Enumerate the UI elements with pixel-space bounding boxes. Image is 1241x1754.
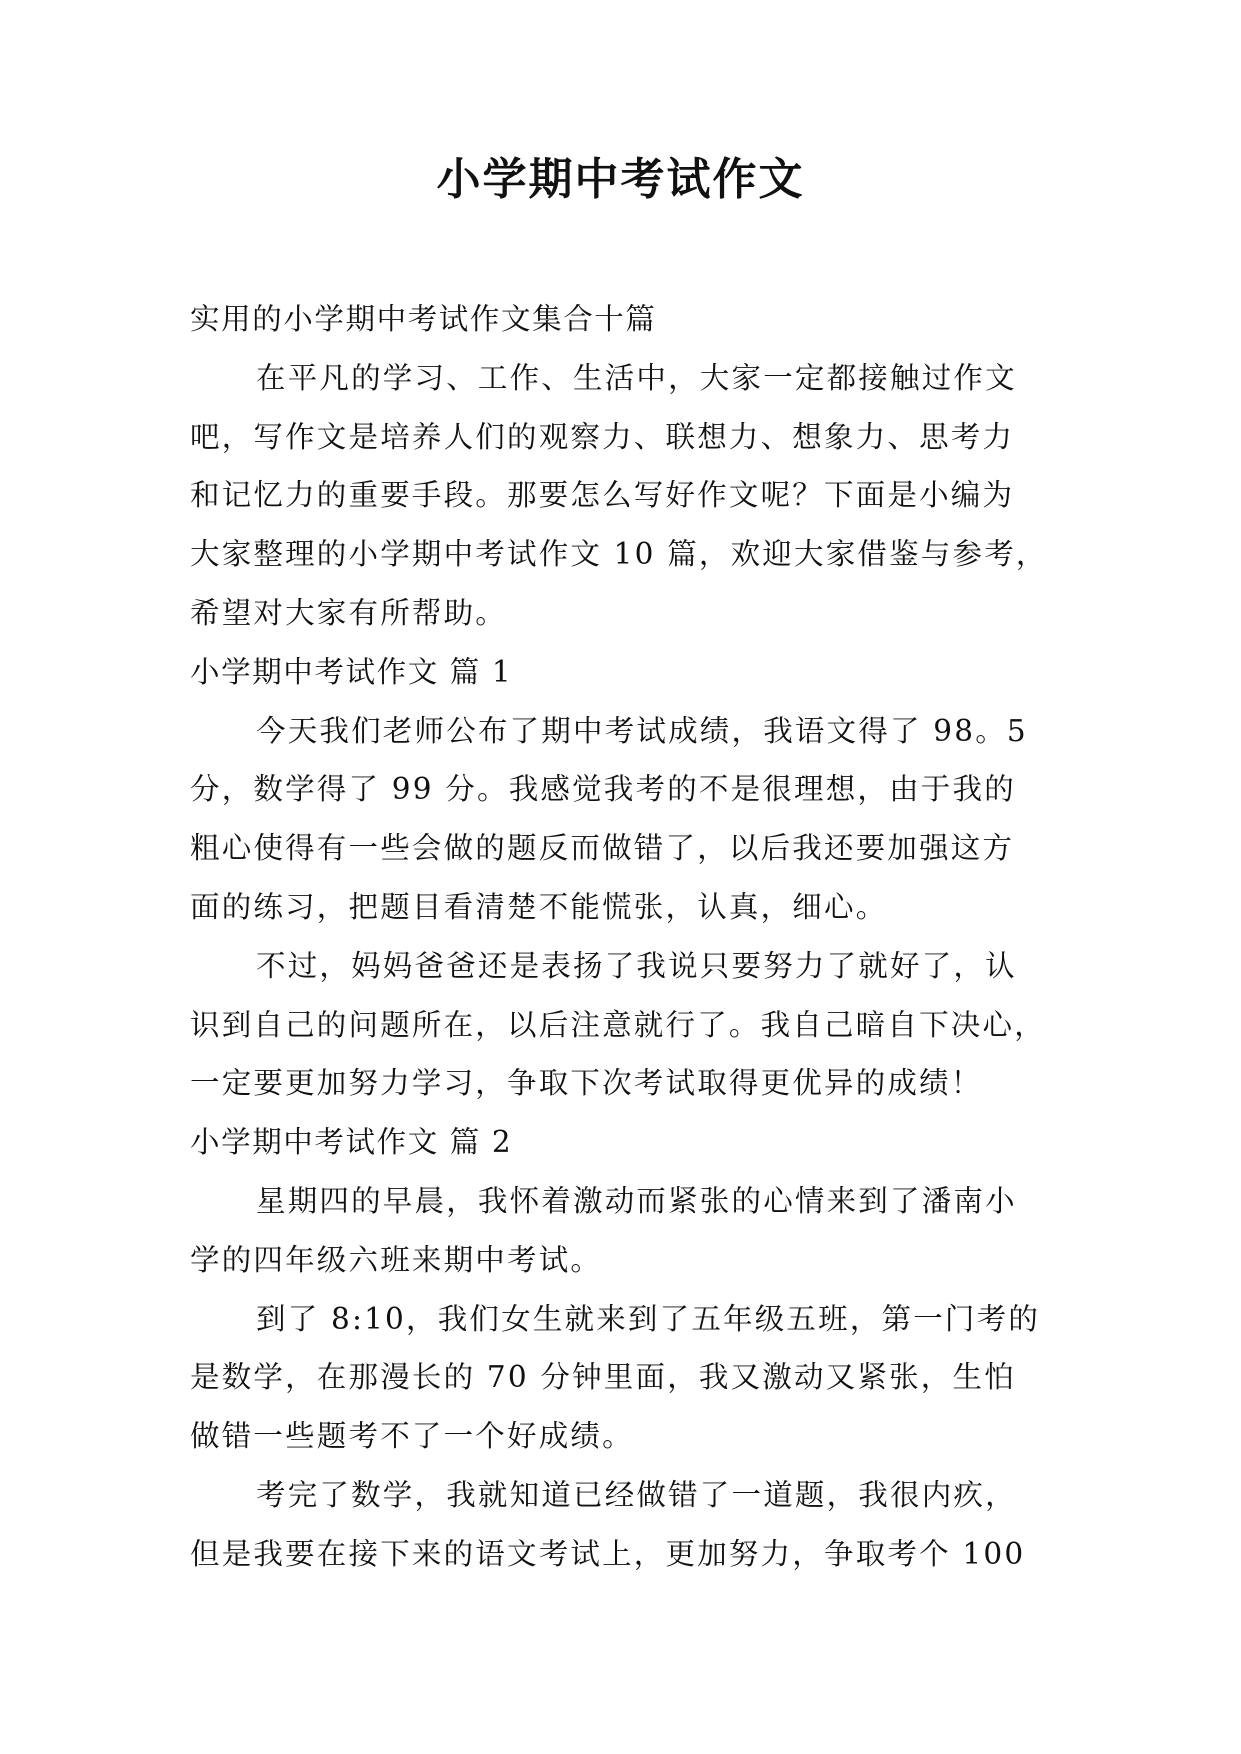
text-line: 不过，妈妈爸爸还是表扬了我说只要努力了就好了，认 [256,948,1017,983]
text-line: 在平凡的学习、工作、生活中，大家一定都接触过作文 [256,360,1017,395]
text-line: 大家整理的小学期中考试作文 10 篇，欢迎大家借鉴与参考， [190,537,1048,572]
text-line: 星期四的早晨，我怀着激动而紧张的心情来到了潘南小 [256,1183,1017,1218]
text-line: 面的练习，把题目看清楚不能慌张，认真，细心。 [190,889,888,924]
text-line: 做错一些题考不了一个好成绩。 [190,1419,634,1454]
section-heading: 小学期中考试作文 篇 2 [190,1125,513,1160]
text-line: 希望对大家有所帮助。 [190,595,508,630]
text-line: 吧，写作文是培养人们的观察力、联想力、想象力、思考力 [190,419,1015,454]
document-title: 小学期中考试作文 [436,154,805,205]
text-line: 一定要更加努力学习，争取下次考试取得更优异的成绩！ [190,1066,983,1101]
text-line: 粗心使得有一些会做的题反而做错了，以后我还要加强这方 [190,831,1015,866]
text-line: 今天我们老师公布了期中考试成绩，我语文得了 98。5 [256,713,1028,748]
text-line: 学的四年级六班来期中考试。 [190,1242,603,1277]
text-line: 和记忆力的重要手段。那要怎么写好作文呢？下面是小编为 [190,478,1015,513]
text-line: 考完了数学，我就知道已经做错了一道题，我很内疚， [256,1477,1017,1512]
section-heading: 小学期中考试作文 篇 1 [190,654,513,689]
text-line: 分，数学得了 99 分。我感觉我考的不是很理想，由于我的 [190,772,1016,807]
section-heading: 实用的小学期中考试作文集合十篇 [190,302,657,336]
text-line: 但是我要在接下来的语文考试上，更加努力，争取考个 100 [190,1536,1026,1571]
text-line: 是数学，在那漫长的 70 分钟里面，我又激动又紧张，生怕 [190,1360,1016,1395]
text-line: 到了 8:10，我们女生就来到了五年级五班，第一门考的 [256,1301,1041,1336]
document-body [190,290,1060,1584]
text-line: 识到自己的问题所在，以后注意就行了。我自己暗自下决心， [190,1007,1046,1042]
